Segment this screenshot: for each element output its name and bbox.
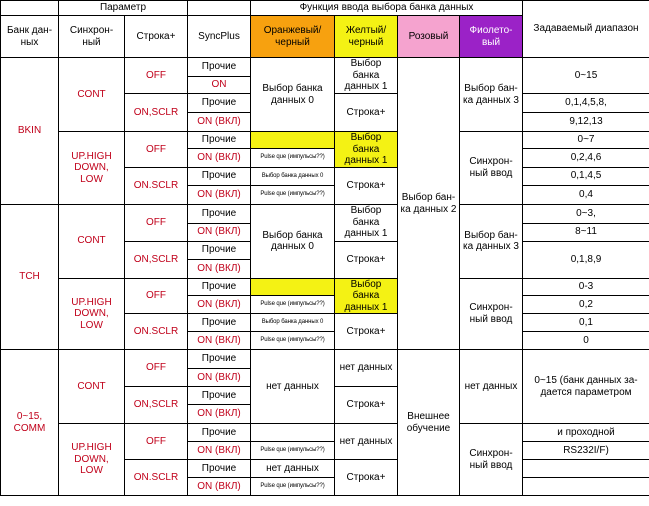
- cell-pulse: Pulse que (импульсы??): [251, 185, 335, 204]
- sp-onv: ON (ВКЛ): [188, 478, 251, 496]
- sp-other: Прочие: [188, 314, 251, 332]
- group-tch: TCH: [1, 204, 59, 350]
- cell-sel0: Выбор банка данных 0: [251, 58, 335, 132]
- table-row: [1, 350, 649, 369]
- cell-sel0-small: Выбор банка данных 0: [251, 167, 335, 185]
- sp-onv: ON (ВКЛ): [188, 442, 251, 460]
- cell-sel1: Выбор банка данных 1: [335, 204, 398, 241]
- sp-onv: ON (ВКЛ): [188, 223, 251, 241]
- header-blank: [1, 1, 59, 16]
- cell-sel3: Выбор бан- ка данных 3: [460, 204, 523, 278]
- range-cell: 0~15: [523, 58, 649, 94]
- range-cell: 9,12,13: [523, 113, 649, 132]
- range-cell: 0~15 (банк данных за- дается параметром: [523, 350, 649, 424]
- header-syncplus: SyncPlus: [188, 16, 251, 58]
- header-pink: Розовый: [398, 16, 460, 58]
- range-cell: 0-3: [523, 278, 649, 295]
- sp-other: Прочие: [188, 204, 251, 223]
- sp-other: Прочие: [188, 350, 251, 369]
- header-sync: Синхрон- ный: [59, 16, 125, 58]
- cell-strobe: Строка+: [335, 387, 398, 424]
- cell-external: Внешнее обучение: [398, 350, 460, 496]
- cell-sel3: Выбор бан- ка данных 3: [460, 58, 523, 132]
- range-cell: 0~7: [523, 132, 649, 149]
- sync-uphigh: UP.HIGH DOWN, LOW: [59, 278, 125, 350]
- strobe-off: OFF: [125, 278, 188, 314]
- range-cell: [523, 460, 649, 478]
- sync-cont: CONT: [59, 58, 125, 132]
- header-violet: Фиолето- вый: [460, 16, 523, 58]
- strobe-off: OFF: [125, 204, 188, 241]
- cell-sel1: Выбор банка данных 1: [335, 58, 398, 94]
- header-bank: Банк дан- ных: [1, 16, 59, 58]
- cell-nodata: нет данных: [460, 350, 523, 424]
- cell-sel2: Выбор бан- ка данных 2: [398, 58, 460, 350]
- range-cell: 0,1,4,5: [523, 167, 649, 185]
- header-param: Параметр: [59, 1, 188, 16]
- strobe-off: OFF: [125, 424, 188, 460]
- table-row: [1, 278, 649, 295]
- range-cell: 0,2: [523, 295, 649, 313]
- strobe-onsclr: ON.SCLR: [125, 460, 188, 496]
- range-cell: RS232I/F): [523, 442, 649, 460]
- sp-onv: ON (ВКЛ): [188, 185, 251, 204]
- cell-strobe: Строка+: [335, 460, 398, 496]
- cell-blank: [251, 424, 335, 442]
- strobe-off: OFF: [125, 132, 188, 168]
- sync-uphigh: UP.HIGH DOWN, LOW: [59, 132, 125, 205]
- range-cell: 0~3,: [523, 204, 649, 223]
- table-row: [1, 132, 649, 149]
- header-function: Функция ввода выбора банка данных: [251, 1, 523, 16]
- sp-onv: ON (ВКЛ): [188, 332, 251, 350]
- cell-pulse: Pulse que (импульсы??): [251, 295, 335, 313]
- sp-other: Прочие: [188, 460, 251, 478]
- sp-other: Прочие: [188, 58, 251, 77]
- table-row: [1, 58, 649, 77]
- sp-onv: ON (ВКЛ): [188, 113, 251, 132]
- cell-sel1: Выбор банка данных 1: [335, 132, 398, 168]
- header-yellow: Желтый/ черный: [335, 16, 398, 58]
- sync-uphigh: UP.HIGH DOWN, LOW: [59, 424, 125, 496]
- sp-onv: ON (ВКЛ): [188, 259, 251, 278]
- range-cell: 0,1,8,9: [523, 241, 649, 278]
- cell-strobe: Строка+: [335, 167, 398, 204]
- cell-pulse: Pulse que (импульсы??): [251, 442, 335, 460]
- strobe-onsclr: ON.SCLR: [125, 167, 188, 204]
- table-row: [1, 204, 649, 223]
- header-row-1: [1, 1, 649, 16]
- cell-strobe: Строка+: [335, 241, 398, 278]
- sp-other: Прочие: [188, 387, 251, 405]
- range-cell: [523, 478, 649, 496]
- range-cell: и проходной: [523, 424, 649, 442]
- range-cell: 8~11: [523, 223, 649, 241]
- cell-sel0-small: Выбор банка данных 0: [251, 314, 335, 332]
- cell-pulse: Pulse que (импульсы??): [251, 332, 335, 350]
- sp-on: ON: [188, 77, 251, 94]
- sp-other: Прочие: [188, 167, 251, 185]
- cell-syncin: Синхрон- ный ввод: [460, 132, 523, 205]
- cell-nodata: нет данных: [335, 350, 398, 387]
- header-range: Задаваемый диапазон: [523, 1, 649, 58]
- header-orange: Оранжевый/ черный: [251, 16, 335, 58]
- sp-onv: ON (ВКЛ): [188, 369, 251, 387]
- sp-other: Прочие: [188, 424, 251, 442]
- strobe-onsclr: ON.SCLR: [125, 314, 188, 350]
- range-cell: 0,1,4,5,8,: [523, 94, 649, 113]
- sp-onv: ON (ВКЛ): [188, 149, 251, 167]
- sp-other: Прочие: [188, 94, 251, 113]
- cell-pulse: Pulse que (импульсы??): [251, 478, 335, 496]
- table-row: [1, 424, 649, 442]
- sp-other: Прочие: [188, 241, 251, 259]
- sync-cont: CONT: [59, 204, 125, 278]
- cell-nodata: нет данных: [251, 350, 335, 424]
- strobe-onsclr: ON,SCLR: [125, 241, 188, 278]
- cell-blank: [251, 278, 335, 295]
- strobe-onsclr: ON,SCLR: [125, 387, 188, 424]
- cell-sel0: Выбор банка данных 0: [251, 204, 335, 278]
- sync-cont: CONT: [59, 350, 125, 424]
- cell-pulse: Pulse que (импульсы??): [251, 149, 335, 167]
- cell-nodata: нет данных: [335, 424, 398, 460]
- cell-syncin: Синхрон- ный ввод: [460, 424, 523, 496]
- header-blank: [188, 1, 251, 16]
- group-bkin: BKIN: [1, 58, 59, 205]
- group-comm: 0~15, COMM: [1, 350, 59, 496]
- range-cell: 0,2,4,6: [523, 149, 649, 167]
- cell-sel1: Выбор банка данных 1: [335, 278, 398, 314]
- cell-strobe: Строка+: [335, 94, 398, 132]
- sp-onv: ON (ВКЛ): [188, 295, 251, 313]
- range-cell: 0,4: [523, 185, 649, 204]
- cell-nodata: нет данных: [251, 460, 335, 478]
- cell-strobe: Строка+: [335, 314, 398, 350]
- range-cell: 0,1: [523, 314, 649, 332]
- sp-other: Прочие: [188, 278, 251, 295]
- sp-other: Прочие: [188, 132, 251, 149]
- strobe-onsclr: ON,SCLR: [125, 94, 188, 132]
- cell-blank: [251, 132, 335, 149]
- cell-syncin: Синхрон- ный ввод: [460, 278, 523, 350]
- strobe-off: OFF: [125, 58, 188, 94]
- header-strobe: Строка+: [125, 16, 188, 58]
- sp-onv: ON (ВКЛ): [188, 405, 251, 424]
- strobe-off: OFF: [125, 350, 188, 387]
- range-cell: 0: [523, 332, 649, 350]
